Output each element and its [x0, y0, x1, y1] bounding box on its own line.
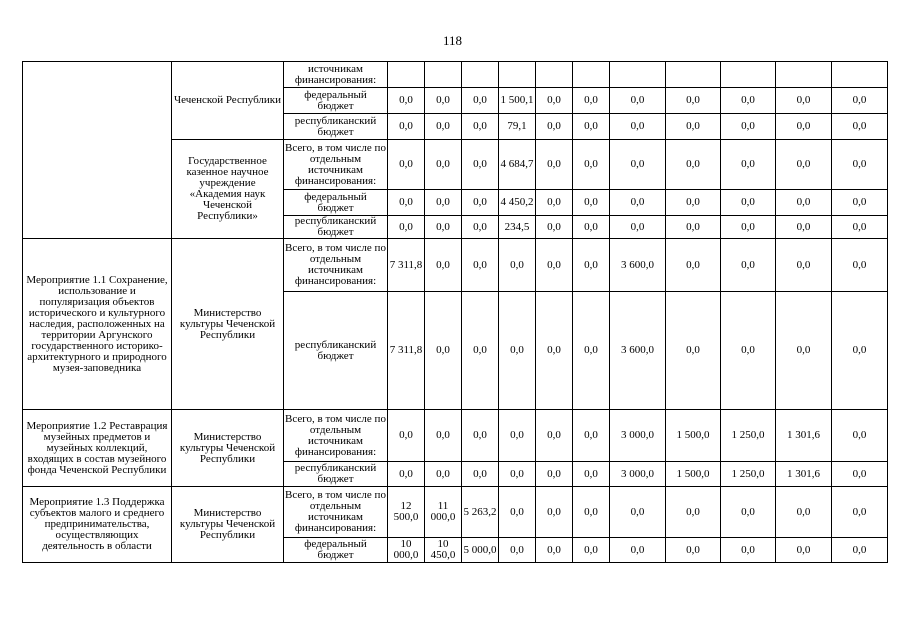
value-cell: 0,0: [536, 216, 573, 239]
value-cell: 0,0: [462, 462, 499, 487]
value-cell: 0,0: [776, 114, 832, 140]
source-cell: Всего, в том числе по отдельным источникам финансирования:: [284, 487, 388, 538]
value-cell: 0,0: [499, 538, 536, 563]
value-cell: [776, 62, 832, 88]
value-cell: 0,0: [832, 190, 888, 216]
value-cell: 0,0: [776, 292, 832, 410]
value-cell: 1 301,6: [776, 462, 832, 487]
measure-cell: Мероприятие 1.1 Сохранение, использование и популяризация объектов исторического и культурного наследия, расположенных на территории Аргунского государственного историко-архитектурного и природного музея-заповедника: [23, 239, 172, 410]
executor-cell: Министерство культуры Чеченской Республики: [172, 239, 284, 410]
value-cell: 5 000,0: [462, 538, 499, 563]
value-cell: [610, 62, 666, 88]
value-cell: 0,0: [832, 410, 888, 462]
value-cell: 0,0: [388, 88, 425, 114]
value-cell: 0,0: [536, 114, 573, 140]
value-cell: 0,0: [573, 140, 610, 190]
value-cell: 0,0: [536, 462, 573, 487]
value-cell: 1 250,0: [721, 462, 776, 487]
value-cell: 0,0: [499, 462, 536, 487]
value-cell: 0,0: [721, 292, 776, 410]
value-cell: 0,0: [832, 140, 888, 190]
value-cell: [536, 62, 573, 88]
value-cell: 0,0: [832, 538, 888, 563]
value-cell: 0,0: [425, 410, 462, 462]
value-cell: 0,0: [536, 140, 573, 190]
value-cell: 0,0: [610, 487, 666, 538]
source-cell: источникам финансирования:: [284, 62, 388, 88]
executor-cell: Чеченской Республики: [172, 62, 284, 140]
value-cell: 0,0: [610, 140, 666, 190]
value-cell: 0,0: [425, 190, 462, 216]
value-cell: 0,0: [388, 190, 425, 216]
value-cell: 0,0: [425, 292, 462, 410]
value-cell: 79,1: [499, 114, 536, 140]
value-cell: 1 500,0: [666, 410, 721, 462]
value-cell: 0,0: [573, 410, 610, 462]
value-cell: 0,0: [425, 462, 462, 487]
value-cell: 0,0: [536, 190, 573, 216]
value-cell: 0,0: [721, 239, 776, 292]
value-cell: 0,0: [721, 140, 776, 190]
value-cell: 0,0: [721, 190, 776, 216]
value-cell: 0,0: [666, 538, 721, 563]
value-cell: 0,0: [610, 538, 666, 563]
value-cell: 0,0: [666, 190, 721, 216]
value-cell: 0,0: [666, 140, 721, 190]
value-cell: 0,0: [832, 114, 888, 140]
value-cell: 0,0: [536, 88, 573, 114]
value-cell: 234,5: [499, 216, 536, 239]
value-cell: 0,0: [573, 487, 610, 538]
value-cell: [425, 62, 462, 88]
value-cell: 0,0: [666, 487, 721, 538]
value-cell: [666, 62, 721, 88]
page-number: 118: [442, 33, 463, 48]
value-cell: 0,0: [573, 239, 610, 292]
source-cell: федеральный бюджет: [284, 538, 388, 563]
value-cell: 0,0: [462, 410, 499, 462]
value-cell: 0,0: [388, 462, 425, 487]
value-cell: 1 500,1: [499, 88, 536, 114]
value-cell: 3 600,0: [610, 239, 666, 292]
value-cell: 0,0: [666, 114, 721, 140]
value-cell: 0,0: [536, 239, 573, 292]
value-cell: 1 250,0: [721, 410, 776, 462]
value-cell: 10 450,0: [425, 538, 462, 563]
value-cell: 0,0: [425, 216, 462, 239]
value-cell: 12 500,0: [388, 487, 425, 538]
value-cell: 0,0: [573, 538, 610, 563]
measure-cell: Мероприятие 1.3 Поддержка субъектов малого и среднего предпринимательства, осуществляющих деятельность в области: [23, 487, 172, 563]
source-cell: федеральный бюджет: [284, 88, 388, 114]
value-cell: 3 600,0: [610, 292, 666, 410]
value-cell: 1 301,6: [776, 410, 832, 462]
value-cell: 0,0: [666, 216, 721, 239]
value-cell: 0,0: [536, 487, 573, 538]
value-cell: [388, 62, 425, 88]
value-cell: 0,0: [462, 114, 499, 140]
value-cell: 0,0: [832, 462, 888, 487]
value-cell: 0,0: [776, 239, 832, 292]
value-cell: 0,0: [536, 538, 573, 563]
value-cell: 0,0: [832, 487, 888, 538]
value-cell: 0,0: [776, 88, 832, 114]
value-cell: [832, 62, 888, 88]
executor-cell: Министерство культуры Чеченской Республики: [172, 487, 284, 563]
measure-cell: [23, 62, 172, 239]
value-cell: 0,0: [610, 216, 666, 239]
value-cell: [499, 62, 536, 88]
source-cell: республиканский бюджет: [284, 292, 388, 410]
value-cell: 0,0: [721, 88, 776, 114]
measure-cell: Мероприятие 1.2 Реставрация музейных предметов и музейных коллекций, входящих в состав музейного фонда Чеченской Республики: [23, 410, 172, 487]
source-cell: Всего, в том числе по отдельным источникам финансирования:: [284, 140, 388, 190]
value-cell: 0,0: [499, 239, 536, 292]
value-cell: 0,0: [832, 216, 888, 239]
source-cell: Всего, в том числе по отдельным источникам финансирования:: [284, 239, 388, 292]
value-cell: 0,0: [462, 190, 499, 216]
value-cell: 7 311,8: [388, 239, 425, 292]
value-cell: 0,0: [776, 487, 832, 538]
value-cell: 0,0: [499, 410, 536, 462]
value-cell: 0,0: [666, 292, 721, 410]
source-cell: Всего, в том числе по отдельным источникам финансирования:: [284, 410, 388, 462]
value-cell: [462, 62, 499, 88]
source-cell: республиканский бюджет: [284, 216, 388, 239]
value-cell: [721, 62, 776, 88]
value-cell: 0,0: [462, 140, 499, 190]
value-cell: 0,0: [573, 88, 610, 114]
value-cell: 0,0: [425, 114, 462, 140]
value-cell: 0,0: [666, 88, 721, 114]
value-cell: 0,0: [573, 462, 610, 487]
value-cell: 0,0: [610, 190, 666, 216]
value-cell: 0,0: [776, 216, 832, 239]
value-cell: 0,0: [721, 216, 776, 239]
value-cell: 0,0: [666, 239, 721, 292]
value-cell: 0,0: [388, 410, 425, 462]
value-cell: 0,0: [573, 114, 610, 140]
value-cell: 0,0: [721, 538, 776, 563]
value-cell: 0,0: [388, 140, 425, 190]
table-row: [23, 410, 888, 462]
value-cell: 0,0: [425, 140, 462, 190]
value-cell: 0,0: [776, 190, 832, 216]
executor-cell: Государственное казенное научное учреждение «Академия наук Чеченской Республики»: [172, 140, 284, 239]
value-cell: 1 500,0: [666, 462, 721, 487]
value-cell: 0,0: [536, 410, 573, 462]
value-cell: 7 311,8: [388, 292, 425, 410]
value-cell: 0,0: [499, 292, 536, 410]
value-cell: 0,0: [610, 114, 666, 140]
value-cell: 3 000,0: [610, 462, 666, 487]
value-cell: 0,0: [573, 292, 610, 410]
value-cell: 0,0: [388, 216, 425, 239]
value-cell: 0,0: [462, 239, 499, 292]
value-cell: 4 684,7: [499, 140, 536, 190]
value-cell: [573, 62, 610, 88]
value-cell: 0,0: [721, 114, 776, 140]
value-cell: 0,0: [573, 216, 610, 239]
value-cell: 0,0: [776, 538, 832, 563]
value-cell: 0,0: [610, 88, 666, 114]
table-row: [23, 487, 888, 538]
value-cell: 0,0: [832, 239, 888, 292]
source-cell: республиканский бюджет: [284, 114, 388, 140]
source-cell: федеральный бюджет: [284, 190, 388, 216]
value-cell: 0,0: [832, 88, 888, 114]
budget-table: [22, 61, 888, 563]
value-cell: 0,0: [499, 487, 536, 538]
value-cell: 0,0: [388, 114, 425, 140]
value-cell: 4 450,2: [499, 190, 536, 216]
value-cell: 0,0: [462, 88, 499, 114]
table-row: [23, 239, 888, 292]
value-cell: 3 000,0: [610, 410, 666, 462]
value-cell: 0,0: [573, 190, 610, 216]
value-cell: 0,0: [721, 487, 776, 538]
value-cell: 0,0: [425, 239, 462, 292]
value-cell: 0,0: [832, 292, 888, 410]
table-row: [23, 62, 888, 88]
value-cell: 0,0: [462, 292, 499, 410]
source-cell: республиканский бюджет: [284, 462, 388, 487]
value-cell: 0,0: [536, 292, 573, 410]
value-cell: 0,0: [776, 140, 832, 190]
value-cell: 5 263,2: [462, 487, 499, 538]
value-cell: 11 000,0: [425, 487, 462, 538]
value-cell: 0,0: [425, 88, 462, 114]
value-cell: 0,0: [462, 216, 499, 239]
value-cell: 10 000,0: [388, 538, 425, 563]
executor-cell: Министерство культуры Чеченской Республики: [172, 410, 284, 487]
